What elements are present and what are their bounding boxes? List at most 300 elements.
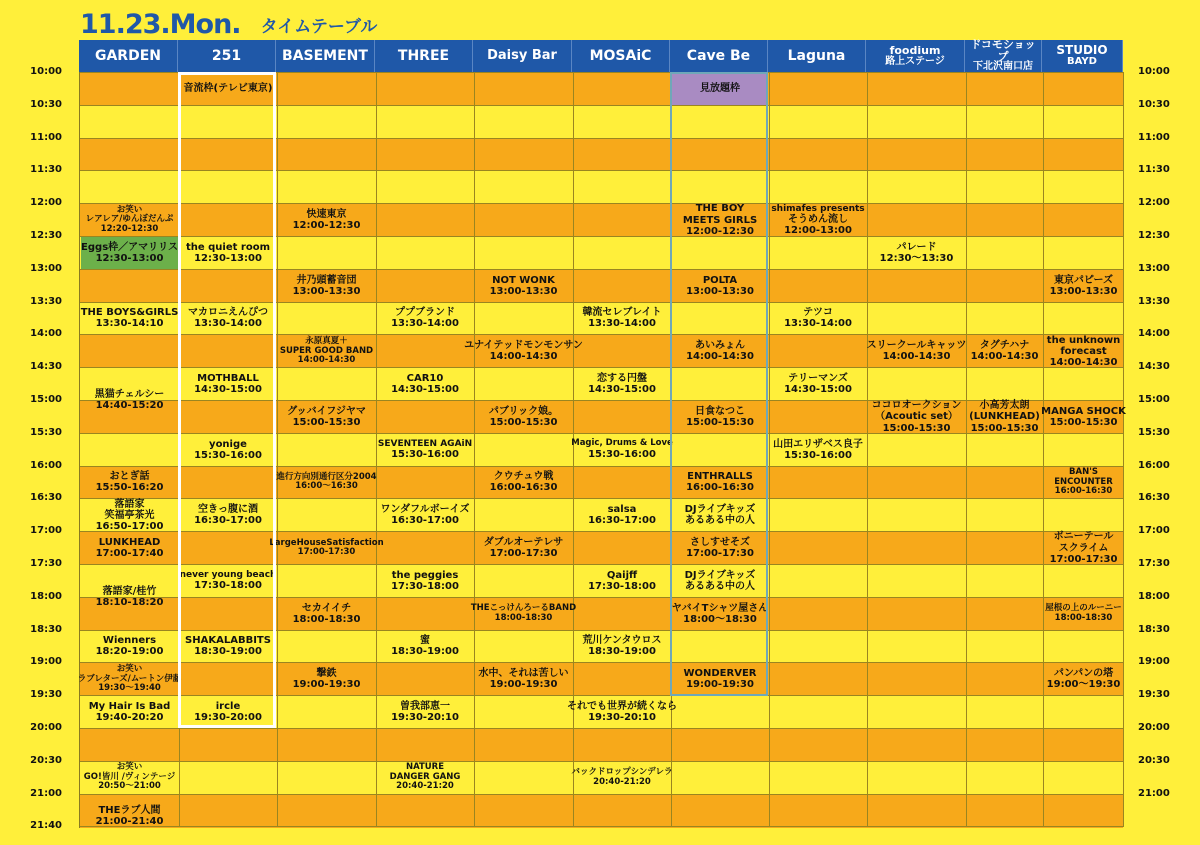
event-date: 11.23.Mon. — [80, 9, 241, 40]
venue-name: MOSAiC — [589, 47, 652, 64]
performance-slot[interactable] — [377, 631, 473, 663]
slot-artist: 撃鉄 — [316, 668, 337, 680]
performance-slot[interactable] — [1044, 598, 1123, 630]
slot-artist: 落語家 — [114, 498, 145, 510]
time-label-right: 12:30 — [1138, 230, 1170, 241]
slot-time: 14:30-15:00 — [194, 384, 262, 396]
venue-name: THREE — [397, 47, 450, 64]
column-divider — [867, 72, 868, 827]
slot-artist: そうめん流し — [788, 213, 848, 225]
time-label-right: 20:30 — [1138, 754, 1170, 766]
slot-artist: あいみょん — [695, 340, 745, 352]
slot-artist: (LUNKHEAD) — [969, 411, 1040, 423]
slot-artist: salsa — [607, 504, 637, 516]
slot-time: 19:40-20:20 — [95, 712, 164, 724]
slot-artist: 荒川ケンタウロス — [582, 635, 662, 647]
slot-artist: 水中、それは苦しい — [478, 668, 569, 680]
slot-time: 13:30-14:00 — [391, 318, 459, 330]
performance-slot[interactable] — [470, 598, 577, 630]
slot-time: 17:30-18:00 — [194, 580, 262, 592]
slot-time: 19:00-19:30 — [489, 679, 558, 691]
performance-slot[interactable] — [278, 598, 375, 630]
slot-artist: THEラブ人間 — [98, 804, 161, 816]
slot-artist: クウチュウ戦 — [493, 471, 554, 483]
slot-artist: パンパンの塔 — [1053, 668, 1114, 680]
time-label-right: 14:00 — [1138, 328, 1170, 340]
slot-artist: バックドロップシンデレラ — [571, 767, 673, 778]
venue-header-4 — [473, 40, 572, 72]
time-label-right: 13:30 — [1138, 295, 1170, 307]
slot-time: 12:00-12:30 — [292, 220, 361, 232]
slot-artist: ENCOUNTER — [1054, 476, 1113, 487]
slot-artist: 黒猫チェルシー — [94, 389, 165, 401]
slot-time: 14:40-15:20 — [95, 400, 164, 412]
time-label-left: 15:30 — [30, 426, 62, 438]
slot-time: 18:30-19:00 — [588, 646, 656, 658]
slot-time: 18:00-18:30 — [292, 613, 361, 625]
time-label-left: 21:40 — [30, 820, 62, 832]
time-label-left: 17:00 — [30, 525, 62, 537]
performance-slot[interactable] — [377, 696, 473, 728]
slot-time: 16:00〜16:30 — [295, 481, 358, 492]
slot-time: 19:00-19:30 — [686, 679, 754, 691]
slot-time: 18:30-19:00 — [194, 646, 262, 658]
slot-time: 18:10-18:20 — [95, 597, 164, 609]
slot-artist: 東京パピーズ — [1053, 274, 1114, 286]
performance-slot[interactable] — [278, 401, 375, 433]
time-label-left: 20:30 — [30, 754, 62, 766]
slot-time: 21:00-21:40 — [95, 815, 164, 827]
slot-time: 17:00-17:30 — [1049, 553, 1118, 565]
slot-time: 17:00-17:30 — [297, 547, 356, 558]
slot-time: 19:30〜19:40 — [98, 683, 161, 694]
performance-slot[interactable] — [81, 237, 178, 269]
slot-time: 12:00-13:00 — [784, 225, 852, 237]
slot-time: 14:00-14:30 — [489, 351, 558, 363]
cave-be-highlight-frame — [670, 72, 768, 696]
slot-artist: パブリック娘。 — [488, 405, 559, 417]
slot-artist: さしすせそズ — [690, 536, 750, 548]
slot-time: 14:30-15:00 — [588, 384, 656, 396]
performance-slot[interactable] — [770, 303, 866, 335]
time-label-right: 17:30 — [1138, 558, 1170, 569]
slot-artist: NOT WONK — [492, 274, 555, 286]
slot-time: 12:30-13:00 — [95, 252, 164, 264]
slot-time: 15:00-15:30 — [686, 416, 754, 428]
slot-artist: DJライブキッズ — [684, 504, 756, 516]
time-label-left: 11:00 — [30, 131, 62, 143]
slot-time: 12:20-12:30 — [100, 223, 159, 234]
time-label-left: 13:00 — [30, 262, 62, 274]
venue-header-8 — [866, 40, 965, 72]
timetable-label: タイムテーブル — [260, 17, 378, 37]
slot-time: 14:00-14:30 — [970, 351, 1039, 363]
slot-time: 18:20-19:00 — [95, 646, 164, 658]
performance-slot[interactable] — [574, 499, 670, 531]
performance-slot[interactable] — [377, 762, 473, 794]
slot-artist: タグチハナ — [979, 340, 1030, 352]
performance-slot[interactable] — [475, 467, 572, 499]
performance-slot[interactable] — [278, 467, 375, 499]
page-title — [80, 6, 377, 40]
slot-time: 15:00-15:30 — [292, 416, 361, 428]
slot-artist: テツコ — [803, 307, 833, 319]
time-label-right: 16:00 — [1138, 459, 1170, 471]
slot-time: 12:00-12:30 — [686, 225, 754, 237]
performance-slot[interactable] — [1044, 270, 1123, 302]
slot-artist: SEVENTEEN AGAiN — [377, 439, 473, 450]
slot-time: 20:50〜21:00 — [98, 781, 161, 792]
venue-name: foodium — [889, 43, 941, 57]
venue-header-6 — [670, 40, 768, 72]
slot-artist: 落語家/桂竹 — [102, 586, 157, 598]
performance-slot[interactable] — [1044, 467, 1123, 499]
slot-time: 19:00-19:30 — [292, 679, 361, 691]
time-label-left: 18:30 — [30, 623, 62, 635]
venue-name: STUDIO — [1056, 43, 1108, 58]
time-label-right: 18:00 — [1138, 590, 1170, 602]
slot-time: 16:00-16:30 — [489, 482, 558, 494]
slot-time: 14:30-15:00 — [784, 384, 852, 396]
slot-time: 16:00-16:30 — [1054, 486, 1113, 497]
time-label-right: 12:00 — [1138, 197, 1170, 209]
slot-time: 16:30-17:00 — [194, 515, 262, 527]
slot-artist: グッバイフジヤマ — [287, 405, 366, 417]
time-label-left: 16:00 — [30, 459, 62, 471]
slot-time: 13:30-14:00 — [784, 318, 852, 330]
slot-time: 19:00〜19:30 — [1046, 679, 1121, 691]
slot-time: 13:30-14:00 — [588, 318, 656, 330]
slot-artist: Wienners — [102, 635, 157, 647]
performance-slot[interactable] — [475, 532, 572, 564]
performance-slot[interactable] — [269, 532, 384, 564]
venue-header-9 — [965, 40, 1042, 72]
performance-slot[interactable] — [77, 663, 182, 695]
performance-slot[interactable] — [81, 762, 178, 794]
slot-artist: ダブルオーテレサ — [483, 536, 564, 548]
time-label-right: 13:00 — [1138, 262, 1170, 274]
venue-header-2 — [276, 40, 375, 72]
slot-time: 15:30-16:00 — [784, 449, 852, 461]
slot-artist: お笑い — [116, 204, 143, 215]
venue-name: Laguna — [787, 47, 846, 64]
slot-artist: ヤバイTシャツ屋さん — [671, 602, 769, 614]
slot-artist: ラブレターズ/ムートン伊藤 — [77, 673, 182, 684]
slot-artist: お笑い — [116, 762, 143, 773]
time-label-left: 19:00 — [30, 656, 62, 668]
slot-time: 13:00-13:30 — [292, 285, 361, 297]
slot-artist: the peggies — [391, 569, 459, 581]
slot-artist: 井乃頭蓄音団 — [296, 274, 357, 286]
slot-time: 17:00-17:30 — [489, 548, 558, 560]
slot-artist: 音流枠(テレビ東京) — [183, 83, 273, 95]
slot-time: 14:00-14:30 — [686, 351, 754, 363]
slot-time: 14:00-14:30 — [882, 351, 951, 363]
performance-slot[interactable] — [464, 335, 583, 367]
time-label-left: 16:30 — [30, 492, 62, 504]
performance-slot[interactable] — [475, 663, 572, 695]
slot-artist: ユナイテッドモンモンサン — [464, 340, 583, 352]
venue-header-5 — [572, 40, 670, 72]
venue-header-0 — [79, 40, 178, 72]
time-label-left: 13:30 — [30, 295, 62, 307]
time-label-right: 11:00 — [1138, 131, 1170, 143]
time-label-right: 16:30 — [1138, 492, 1170, 504]
slot-time: 16:30-17:00 — [391, 515, 459, 527]
slot-artist: the quiet room — [185, 241, 270, 253]
slot-artist: 快速東京 — [306, 208, 347, 220]
performance-slot[interactable] — [967, 401, 1042, 433]
time-label-right: 11:30 — [1138, 164, 1170, 176]
slot-time: 17:30-18:00 — [588, 580, 656, 592]
column-divider — [474, 72, 475, 827]
performance-slot[interactable] — [81, 696, 178, 728]
performance-slot[interactable] — [571, 762, 673, 794]
venue-251-highlight-frame — [178, 72, 276, 728]
performance-slot[interactable] — [377, 368, 473, 400]
column-divider — [277, 72, 278, 827]
slot-time: 14:00-14:30 — [297, 355, 356, 366]
slot-artist: 恋する円盤 — [597, 372, 647, 384]
slot-artist: ココロオークション — [871, 400, 962, 412]
slot-artist: yonige — [209, 438, 247, 450]
performance-slot[interactable] — [278, 204, 375, 236]
slot-artist: スリークールキャッツ — [866, 340, 967, 352]
venue-name: 251 — [211, 47, 242, 64]
slot-artist: CAR10 — [406, 372, 444, 384]
slot-time: 19:30-20:10 — [391, 712, 459, 724]
time-label-left: 12:00 — [30, 197, 62, 209]
venue-header-row — [79, 40, 1123, 72]
slot-artist: My Hair Is Bad — [88, 700, 171, 712]
column-divider — [1123, 72, 1124, 827]
slot-time: 12:30〜13:30 — [879, 252, 954, 264]
slot-time: 17:00-17:30 — [686, 548, 754, 560]
performance-slot[interactable] — [81, 631, 178, 663]
performance-slot[interactable] — [475, 401, 572, 433]
slot-artist: それでも世界が続くなら — [567, 700, 677, 712]
time-label-left: 17:30 — [30, 558, 62, 569]
venue-name: Daisy Bar — [487, 48, 557, 64]
slot-artist: never young beach — [179, 570, 277, 581]
performance-slot[interactable] — [1044, 335, 1123, 367]
performance-slot[interactable] — [81, 303, 178, 335]
slot-artist: （Acoutic set） — [875, 411, 958, 423]
slot-time: 15:50-16:20 — [95, 482, 164, 494]
performance-slot[interactable] — [868, 335, 965, 367]
slot-artist: POLTA — [702, 274, 738, 286]
slot-artist: スクライム — [1058, 542, 1109, 554]
performance-slot[interactable] — [81, 467, 178, 499]
performance-slot[interactable] — [377, 434, 473, 466]
performance-slot[interactable] — [81, 532, 178, 564]
time-label-left: 10:30 — [30, 98, 62, 110]
slot-time: 16:00-16:30 — [686, 482, 754, 494]
slot-time: 18:30-19:00 — [391, 646, 459, 658]
venue-sub-name: BAYD — [1067, 56, 1097, 68]
performance-slot[interactable] — [81, 565, 178, 630]
performance-slot[interactable] — [1044, 663, 1123, 695]
slot-artist: SUPER GOOD BAND — [279, 345, 374, 356]
venue-name: ドコモショップ — [970, 38, 1036, 63]
slot-artist: 曽我部恵一 — [400, 700, 450, 712]
time-label-left: 11:30 — [30, 164, 62, 176]
time-label-right: 21:00 — [1138, 787, 1170, 799]
slot-artist: 進行方向別通行区分2004 — [276, 471, 377, 482]
slot-artist: Magic, Drums & Love — [571, 438, 673, 449]
slot-artist: BAN'S — [1069, 467, 1098, 478]
slot-artist: 屋根の上のルーニー — [1045, 603, 1122, 614]
slot-artist: ププブランド — [395, 307, 455, 319]
slot-artist: the unknown — [1046, 334, 1121, 346]
slot-artist: ENTHRALLS — [687, 471, 753, 483]
slot-time: 15:00-15:30 — [1049, 416, 1118, 428]
slot-artist: 山田エリザベス良子 — [773, 438, 863, 450]
time-label-right: 20:00 — [1138, 722, 1170, 733]
slot-artist: ワンダフルボーイズ — [380, 504, 470, 516]
performance-slot[interactable] — [770, 204, 866, 236]
slot-time: 15:00-15:30 — [489, 416, 558, 428]
slot-artist: forecast — [1060, 345, 1107, 357]
time-label-right: 10:30 — [1138, 98, 1170, 110]
column-divider — [1043, 72, 1044, 827]
time-label-right: 19:30 — [1138, 689, 1170, 701]
slot-artist: 見放題枠 — [700, 83, 740, 95]
time-label-right: 14:30 — [1138, 361, 1170, 373]
slot-time: 13:00-13:30 — [686, 285, 754, 297]
slot-artist: 韓流セレブレイト — [582, 307, 662, 319]
time-label-right: 15:30 — [1138, 426, 1170, 438]
slot-time: 14:30-15:00 — [391, 384, 459, 396]
slot-artist: あるある中の人 — [685, 580, 755, 592]
slot-artist: LUNKHEAD — [98, 536, 161, 548]
slot-artist: ボニーテール — [1053, 531, 1114, 543]
time-label-left: 14:30 — [30, 361, 62, 373]
time-label-left: 19:30 — [30, 689, 62, 701]
performance-slot[interactable] — [377, 565, 473, 597]
time-label-right: 10:00 — [1138, 66, 1170, 77]
slot-artist: 日食なつこ — [695, 405, 745, 417]
performance-slot[interactable] — [967, 335, 1042, 367]
slot-time: 17:30-18:00 — [391, 580, 459, 592]
time-label-left: 14:00 — [30, 328, 62, 340]
performance-slot[interactable] — [574, 565, 670, 597]
slot-artist: ircle — [215, 700, 241, 712]
performance-slot[interactable] — [278, 335, 375, 367]
slot-artist: 蜜 — [420, 635, 430, 647]
slot-time: 17:00-17:40 — [95, 548, 164, 560]
slot-time: 13:30-14:00 — [194, 318, 262, 330]
slot-time: 18:00-18:30 — [494, 612, 553, 623]
performance-slot[interactable] — [574, 303, 670, 335]
slot-time: 18:00-18:30 — [1054, 612, 1113, 623]
performance-slot[interactable] — [81, 795, 178, 838]
slot-artist: LargeHouseSatisfaction — [269, 537, 384, 548]
slot-artist: MANGA SHOCK — [1041, 405, 1126, 417]
performance-slot[interactable] — [81, 204, 178, 236]
time-label-left: 10:00 — [30, 66, 62, 77]
performance-slot[interactable] — [571, 434, 673, 466]
performance-slot[interactable] — [475, 270, 572, 302]
performance-slot[interactable] — [377, 303, 473, 335]
performance-slot[interactable] — [868, 237, 965, 269]
slot-time: 13:30-14:10 — [95, 318, 164, 330]
slot-artist: 小高芳太朗 — [979, 400, 1030, 412]
slot-artist: Qaijff — [606, 569, 638, 581]
slot-time: 15:00-15:30 — [882, 422, 951, 434]
slot-artist: 空きっ腹に酒 — [198, 504, 258, 516]
slot-artist: THE BOYS&GIRLS — [80, 307, 179, 319]
time-label-left: 18:00 — [30, 590, 62, 602]
performance-slot[interactable] — [868, 401, 965, 433]
slot-artist: おとぎ話 — [109, 471, 150, 483]
time-label-left: 21:00 — [30, 787, 62, 799]
time-label-left: 20:00 — [30, 722, 62, 733]
slot-time: 13:00-13:30 — [489, 285, 558, 297]
slot-time: 18:00〜18:30 — [683, 613, 757, 625]
slot-artist: あるある中の人 — [685, 515, 755, 527]
performance-slot[interactable] — [770, 368, 866, 400]
slot-time: 15:30-16:00 — [194, 449, 262, 461]
performance-slot[interactable] — [278, 270, 375, 302]
performance-slot[interactable] — [1041, 401, 1126, 433]
slot-time: 19:30-20:10 — [588, 712, 656, 724]
time-label-left: 15:00 — [30, 394, 62, 405]
slot-artist: お笑い — [116, 664, 143, 675]
slot-time: 13:00-13:30 — [1049, 285, 1118, 297]
slot-artist: レアレア/ゆんぼだんぷ — [85, 214, 174, 225]
slot-time: 20:40-21:20 — [396, 781, 454, 792]
slot-time: 15:00-15:30 — [970, 422, 1039, 434]
time-label-left: 12:30 — [30, 230, 62, 241]
performance-slot[interactable] — [574, 631, 670, 663]
performance-slot[interactable] — [377, 499, 473, 531]
performance-slot[interactable] — [278, 663, 375, 695]
venue-sub-name: 路上ステージ — [885, 55, 945, 67]
slot-artist: テリーマンズ — [788, 372, 848, 384]
performance-slot[interactable] — [574, 368, 670, 400]
column-divider — [966, 72, 967, 827]
venue-name: Cave Be — [686, 47, 751, 64]
slot-time: 19:30-20:00 — [194, 712, 262, 724]
venue-header-10 — [1042, 40, 1123, 72]
slot-artist: パレード — [896, 241, 937, 253]
slot-artist: GO!皆川 /ヴィンテージ — [83, 771, 176, 782]
time-label-right: 19:00 — [1138, 656, 1170, 668]
slot-artist: WONDERVER — [683, 668, 757, 680]
slot-artist: Eggs枠／アマリリス — [81, 241, 178, 253]
slot-artist: DJライブキッズ — [684, 569, 756, 581]
performance-slot[interactable] — [81, 368, 178, 433]
performance-slot[interactable] — [567, 696, 677, 728]
venue-header-1 — [178, 40, 276, 72]
slot-artist: セカイイチ — [301, 602, 352, 614]
slot-artist: NATURE — [405, 762, 445, 773]
time-label-right: 15:00 — [1138, 394, 1170, 405]
slot-time: 14:00-14:30 — [1049, 356, 1118, 368]
slot-artist: 笑福亭茶光 — [104, 509, 155, 521]
performance-slot[interactable] — [1044, 532, 1123, 564]
slot-artist: MOTHBALL — [197, 372, 259, 384]
performance-slot[interactable] — [770, 434, 866, 466]
venue-header-3 — [375, 40, 473, 72]
venue-name: BASEMENT — [282, 47, 368, 64]
venue-name: GARDEN — [94, 47, 161, 64]
slot-artist: THE BOY — [695, 203, 745, 215]
slot-artist: 永原真夏＋ — [305, 336, 348, 347]
performance-slot[interactable] — [81, 499, 178, 531]
slot-time: 20:40-21:20 — [593, 776, 651, 787]
